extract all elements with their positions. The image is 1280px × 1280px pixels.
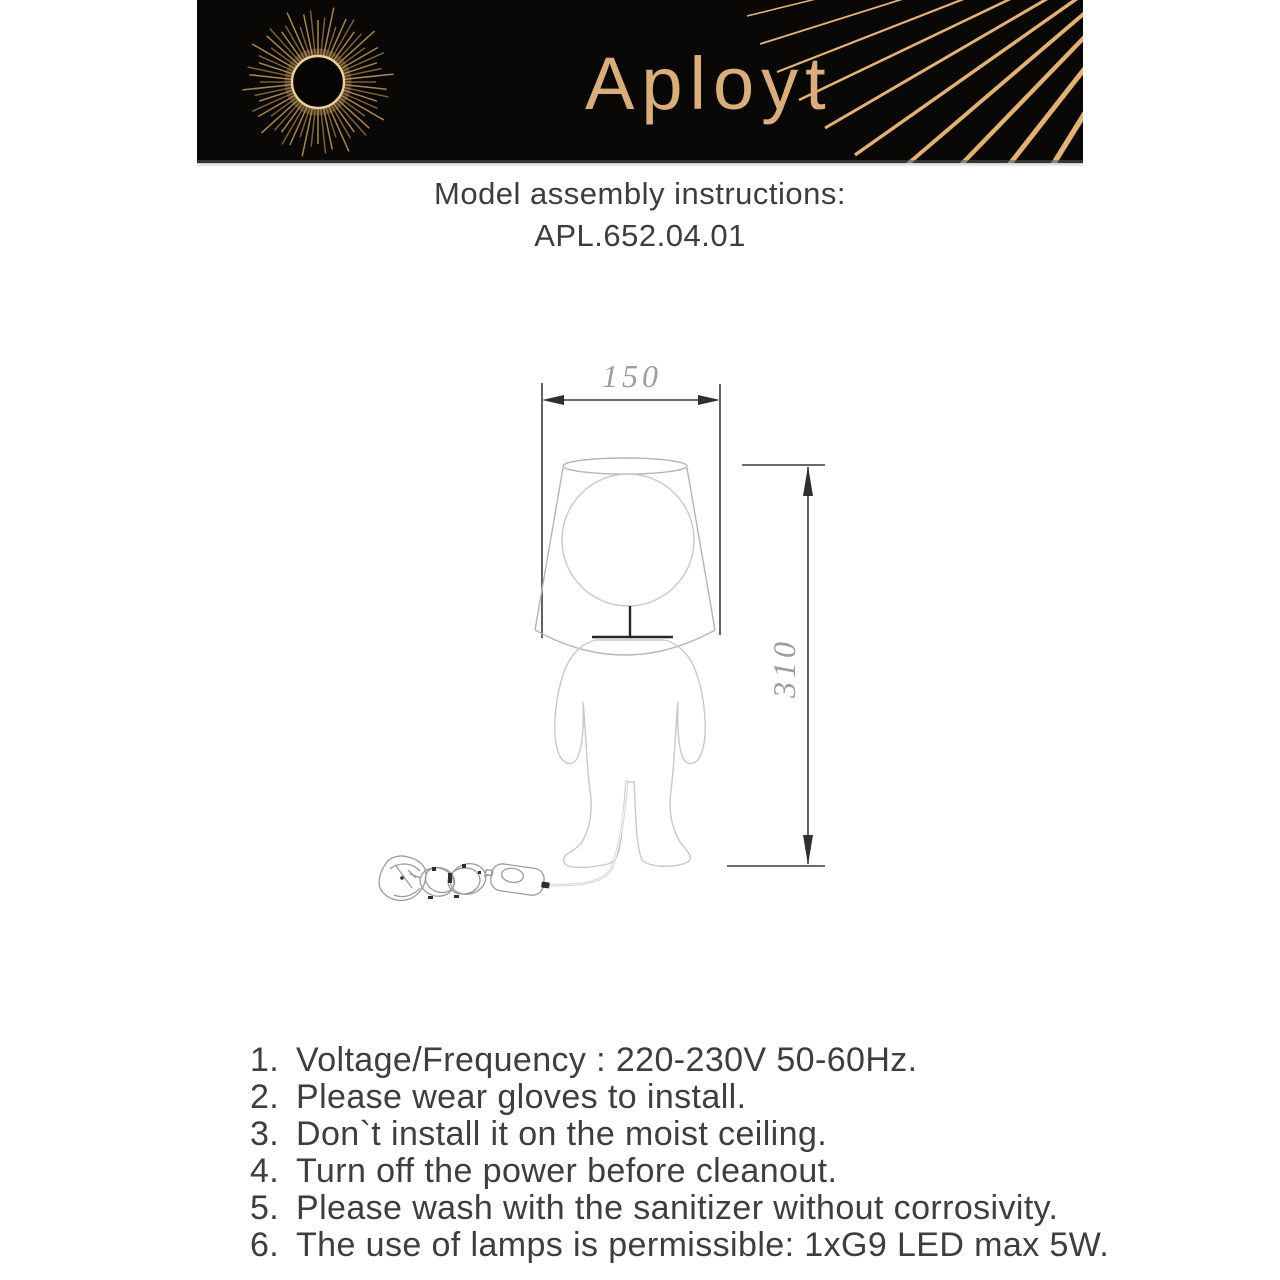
power-plug-drawing [379, 856, 426, 900]
stem-drawing [592, 606, 673, 637]
list-item [250, 1190, 1060, 1227]
model-number: APL.652.04.01 [534, 218, 746, 253]
figure-body-drawing [555, 640, 705, 868]
width-dimension-label: 150 [602, 358, 662, 394]
power-cord-drawing [549, 780, 627, 885]
item-number: 6. [250, 1226, 280, 1264]
page-title: Model assembly instructions: [434, 176, 846, 211]
width-dimension [542, 358, 720, 638]
item-number: 2. [250, 1078, 280, 1116]
sunburst-center [294, 58, 342, 106]
lamp-shade-drawing [535, 458, 715, 655]
assembly-diagram [350, 350, 850, 920]
cord-switch-drawing [483, 862, 551, 898]
item-text: Don`t install it on the moist ceiling. [296, 1115, 828, 1153]
bulb-ball-drawing [562, 474, 694, 606]
instructions-list [250, 1041, 1110, 1264]
banner-shadow [197, 163, 1083, 167]
item-text: Turn off the power before cleanout. [296, 1152, 838, 1190]
item-text: Voltage/Frequency : 220-230V 50-60Hz. [296, 1041, 918, 1079]
height-dimension-label: 310 [766, 638, 803, 698]
item-text: The use of lamps is permissible: 1xG9 LED max 5W. [296, 1226, 1110, 1264]
list-item [250, 1116, 1060, 1153]
list-item [250, 1153, 1060, 1190]
item-number: 5. [250, 1189, 280, 1227]
brand-wordmark: Aployt [585, 42, 833, 125]
item-number: 3. [250, 1115, 280, 1153]
item-number: 4. [250, 1152, 280, 1190]
list-item [250, 1079, 1060, 1116]
list-item [250, 1042, 1060, 1079]
item-text: Please wash with the sanitizer without corrosivity. [296, 1189, 1059, 1227]
height-dimension [727, 465, 825, 866]
item-text: Please wear gloves to install. [296, 1078, 747, 1116]
brand-banner [197, 0, 1083, 163]
item-number: 1. [250, 1041, 280, 1079]
list-item [250, 1226, 1110, 1264]
title-block [0, 176, 1280, 254]
